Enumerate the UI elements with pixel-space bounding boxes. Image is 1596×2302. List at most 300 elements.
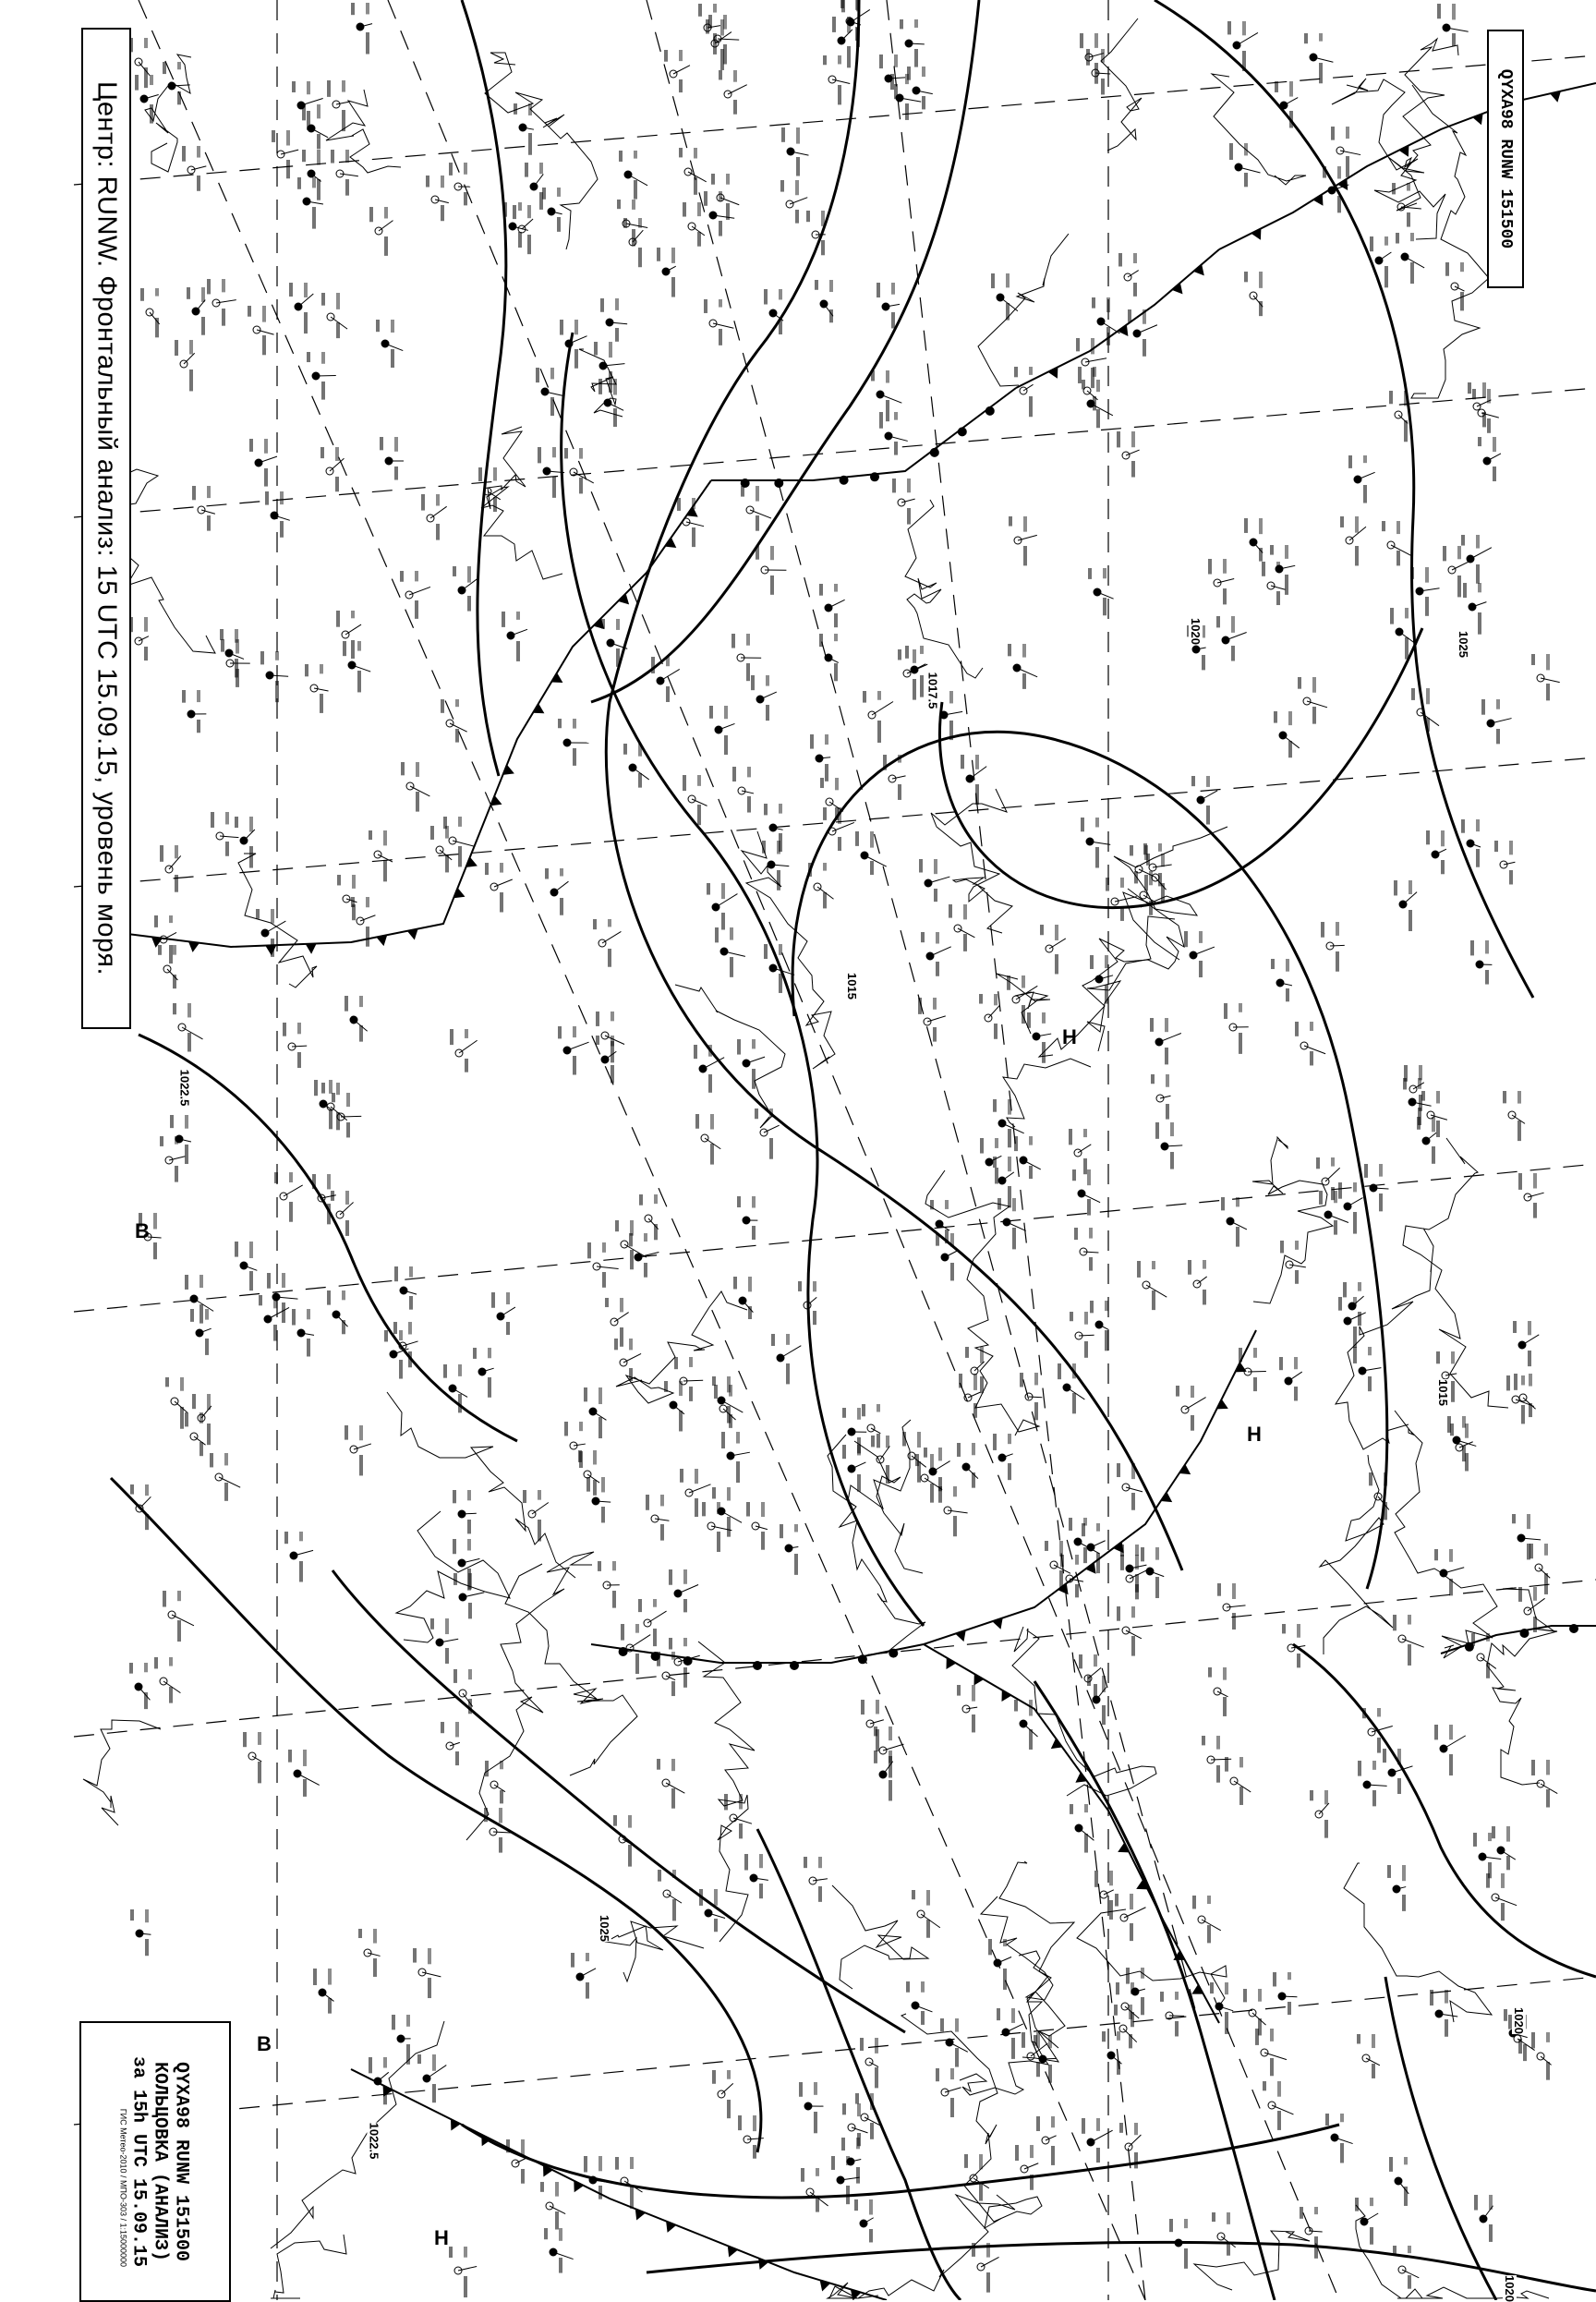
station-figures xyxy=(200,1412,203,1424)
station-figures xyxy=(1481,699,1485,715)
station-plot xyxy=(449,2247,477,2297)
station-plot xyxy=(842,1445,865,1492)
station-figures xyxy=(838,55,841,64)
station-figures xyxy=(759,1854,763,1868)
wind-barb xyxy=(721,1511,742,1522)
station-figures xyxy=(1022,644,1026,658)
station-figures xyxy=(345,996,348,1012)
station-figures xyxy=(1407,212,1410,227)
station-figures xyxy=(289,1202,293,1222)
station-figures xyxy=(297,1023,301,1034)
station-figures xyxy=(856,2138,860,2149)
station-plot xyxy=(369,2057,389,2104)
station-figures xyxy=(715,927,719,942)
station-plot xyxy=(288,1750,320,1797)
station-plot xyxy=(1450,1424,1473,1471)
station-figures xyxy=(819,584,823,596)
station-plot xyxy=(1383,1749,1412,1794)
coastline xyxy=(981,1896,1065,2048)
station-figures xyxy=(1239,1033,1242,1054)
station-figures xyxy=(1409,910,1412,931)
station-figures xyxy=(430,1618,434,1630)
station-plot xyxy=(473,1348,494,1398)
low-pressure-center: Н xyxy=(434,2226,449,2250)
station-figures xyxy=(145,1484,149,1496)
station-figures xyxy=(598,1561,601,1571)
wind-barb xyxy=(459,1040,478,1053)
station-plot xyxy=(284,1532,313,1581)
station-figures xyxy=(1191,1415,1194,1431)
station-figures xyxy=(780,1524,783,1538)
station-figures xyxy=(1298,677,1301,689)
station-figures xyxy=(1199,931,1203,943)
station-figures xyxy=(671,1681,675,1696)
station-plot xyxy=(327,1290,347,1334)
station-figures xyxy=(201,287,205,302)
station-figures xyxy=(173,975,176,988)
station-figures xyxy=(189,370,193,391)
station-figures xyxy=(973,1374,977,1390)
station-plot xyxy=(154,1657,180,1703)
isobar-line xyxy=(792,732,1387,1589)
station-figures xyxy=(441,176,444,188)
station-figures xyxy=(236,669,239,687)
station-figures xyxy=(552,447,556,457)
station-figures xyxy=(1449,1579,1453,1595)
station-plot xyxy=(1058,1363,1084,1413)
station-figures xyxy=(453,1490,456,1503)
station-figures xyxy=(769,1138,773,1159)
station-figures xyxy=(1387,1865,1391,1878)
station-figures xyxy=(1485,940,1489,953)
station-plot xyxy=(175,340,195,391)
coastline xyxy=(698,1642,755,1942)
station-plot xyxy=(185,1412,206,1456)
station-figures xyxy=(1242,51,1246,71)
station-figures xyxy=(1324,1820,1328,1838)
wind-barb xyxy=(1101,321,1119,333)
station-figures xyxy=(500,1761,503,1769)
wind-barb xyxy=(1237,32,1258,45)
station-plot xyxy=(587,1242,619,1288)
wind-barb xyxy=(297,1774,320,1785)
wind-barb xyxy=(1328,1215,1348,1222)
station-figures xyxy=(1114,2005,1118,2016)
station-figures xyxy=(1404,420,1408,442)
station-figures xyxy=(710,1144,714,1165)
station-figures xyxy=(611,1065,614,1083)
wind-barb xyxy=(1124,1908,1145,1918)
station-figures xyxy=(1340,2114,1344,2122)
station-figures xyxy=(907,479,911,492)
station-figures xyxy=(744,1854,748,1871)
station-figures xyxy=(165,1377,169,1387)
station-figures xyxy=(464,2247,467,2258)
station-figures xyxy=(1411,688,1415,700)
station-figures xyxy=(506,1322,510,1335)
station-figures xyxy=(635,1624,639,1633)
station-figures xyxy=(1131,1493,1135,1510)
station-figures xyxy=(584,1387,587,1401)
station-plot xyxy=(140,288,160,337)
station-figures xyxy=(1289,81,1293,97)
station-figures xyxy=(1286,988,1289,1001)
station-figures xyxy=(170,1115,174,1128)
station-figures xyxy=(1418,1078,1421,1089)
station-plot xyxy=(1518,1587,1545,1632)
station-plot xyxy=(1118,253,1139,297)
isobar-label: 1025 xyxy=(1457,631,1470,658)
station-plot xyxy=(1274,711,1300,757)
wind-barb xyxy=(1082,1193,1100,1203)
station-figures xyxy=(1244,143,1248,155)
station-figures xyxy=(1370,2227,1373,2245)
station-plot xyxy=(1531,654,1560,700)
station-figures xyxy=(417,2054,421,2064)
station-figures xyxy=(1258,1989,1262,2002)
station-figures xyxy=(578,1450,582,1462)
station-figures xyxy=(513,205,516,219)
coastline xyxy=(1101,18,1142,151)
station-figures xyxy=(614,1339,618,1350)
station-figures xyxy=(453,1669,457,1683)
station-figures xyxy=(455,1751,459,1765)
station-figures xyxy=(468,1603,472,1618)
station-figures xyxy=(870,2123,874,2139)
station-figures xyxy=(1531,654,1535,665)
station-figures xyxy=(346,1122,350,1137)
station-figures xyxy=(1434,1549,1438,1560)
station-figures xyxy=(1377,1738,1381,1753)
station-figures xyxy=(795,180,799,195)
station-figures xyxy=(1425,597,1429,616)
station-figures xyxy=(612,1591,616,1608)
station-figures xyxy=(825,764,828,781)
station-figures xyxy=(292,81,296,92)
station-figures xyxy=(1363,485,1367,503)
station-figures xyxy=(695,1498,698,1517)
station-figures xyxy=(657,248,660,261)
station-figures xyxy=(163,1591,166,1607)
station-figures xyxy=(559,2258,562,2273)
station-figures xyxy=(1410,567,1414,579)
station-figures xyxy=(140,288,144,301)
station-figures xyxy=(733,70,737,82)
station-figures xyxy=(1103,598,1106,615)
station-plot xyxy=(842,2103,868,2146)
station-plot xyxy=(1081,818,1110,867)
station-figures xyxy=(1337,196,1341,212)
station-figures xyxy=(1134,2123,1138,2135)
station-figures xyxy=(721,1432,725,1448)
station-figures xyxy=(1119,2123,1123,2133)
station-figures xyxy=(1042,1042,1046,1063)
station-figures xyxy=(491,1292,495,1308)
station-figures xyxy=(342,1290,345,1300)
station-figures xyxy=(1106,297,1110,312)
station-figures xyxy=(428,1948,431,1964)
station-figures xyxy=(1216,1736,1220,1750)
coastline xyxy=(485,53,598,249)
station-figures xyxy=(834,584,838,592)
station-plot xyxy=(1473,1833,1501,1878)
station-figures xyxy=(979,2184,983,2201)
station-figures xyxy=(804,1857,807,1868)
station-figures xyxy=(416,762,419,777)
station-figures xyxy=(564,448,568,458)
station-figures xyxy=(1518,1173,1522,1190)
station-figures xyxy=(584,2156,587,2172)
station-figures xyxy=(930,1484,934,1503)
station-figures xyxy=(432,2084,436,2102)
station-figures xyxy=(994,1024,998,1039)
station-figures xyxy=(458,846,462,866)
station-figures xyxy=(445,1618,449,1634)
station-figures xyxy=(552,477,556,498)
station-figures xyxy=(1457,576,1461,597)
station-figures xyxy=(1022,1005,1025,1024)
station-plot xyxy=(712,2070,733,2118)
station-figures xyxy=(221,639,224,652)
station-plot xyxy=(243,1732,261,1783)
station-plot xyxy=(657,1652,675,1696)
station-figures xyxy=(886,1436,889,1448)
station-figures xyxy=(1117,2061,1120,2075)
station-figures xyxy=(352,875,356,889)
station-figures xyxy=(847,17,851,33)
station-figures xyxy=(343,641,346,656)
station-figures xyxy=(838,837,841,851)
station-plot xyxy=(957,1443,978,1488)
station-figures xyxy=(835,778,839,790)
wind-barb xyxy=(259,456,277,463)
station-figures xyxy=(1514,1374,1517,1390)
station-figures xyxy=(464,192,467,205)
station-figures xyxy=(521,2169,525,2184)
station-figures xyxy=(1441,860,1445,874)
station-figures xyxy=(986,2272,990,2293)
station-plot xyxy=(1279,1357,1302,1400)
station-figures xyxy=(436,524,440,540)
isobar-line xyxy=(139,1035,517,1441)
station-figures xyxy=(770,576,774,595)
station-plot xyxy=(1298,677,1327,724)
station-figures xyxy=(777,870,780,891)
wind-barb xyxy=(928,877,949,883)
station-figures xyxy=(1384,1472,1387,1486)
station-plot xyxy=(957,1685,977,1732)
station-figures xyxy=(130,1909,134,1920)
station-figures xyxy=(598,1417,602,1438)
station-figures xyxy=(695,1114,699,1129)
station-figures xyxy=(1294,1387,1298,1400)
station-plot xyxy=(924,1448,950,1491)
front-semicircle xyxy=(889,1649,898,1658)
station-figures xyxy=(1410,262,1414,284)
station-figures xyxy=(150,75,153,85)
station-figures xyxy=(1011,2008,1015,2023)
station-figures xyxy=(689,1387,693,1401)
station-figures xyxy=(1294,1357,1298,1369)
station-figures xyxy=(177,62,181,69)
station-figures xyxy=(320,664,323,673)
wind-barb xyxy=(1364,2213,1378,2222)
station-plot xyxy=(401,762,429,812)
station-figures xyxy=(1451,1351,1455,1363)
wind-barb xyxy=(182,1027,203,1039)
station-figures xyxy=(801,2168,804,2182)
station-figures xyxy=(163,62,166,74)
station-figures xyxy=(1445,2019,1448,2037)
station-figures xyxy=(272,130,275,142)
station-figures xyxy=(267,1273,271,1289)
wind-barb xyxy=(1444,1568,1464,1573)
station-figures xyxy=(854,2199,858,2211)
front-semicircle xyxy=(930,448,939,457)
station-figures xyxy=(886,1465,889,1484)
station-figures xyxy=(366,3,369,14)
station-figures xyxy=(1353,1347,1357,1363)
station-figures xyxy=(210,1453,213,1467)
station-figures xyxy=(1546,1789,1550,1808)
station-plots xyxy=(129,0,1560,2297)
station-plot xyxy=(248,306,274,355)
station-figures xyxy=(1191,776,1195,786)
station-figures xyxy=(1478,612,1481,635)
station-figures xyxy=(842,1445,846,1459)
station-figures xyxy=(1488,1833,1492,1841)
station-figures xyxy=(189,340,193,355)
station-plot xyxy=(949,904,974,951)
wind-barb xyxy=(1330,945,1345,946)
coastline xyxy=(1039,889,1184,1057)
station-figures xyxy=(550,368,554,379)
station-figures xyxy=(608,919,611,927)
station-figures xyxy=(473,1348,477,1359)
station-figures xyxy=(1408,2275,1411,2289)
station-figures xyxy=(527,205,531,218)
station-figures xyxy=(926,1890,930,1906)
station-plot xyxy=(741,486,771,531)
station-figures xyxy=(312,1174,316,1189)
station-figures xyxy=(1090,1301,1094,1313)
station-figures xyxy=(1003,1939,1007,1946)
wind-barb xyxy=(828,600,845,608)
station-figures xyxy=(1546,1760,1550,1775)
wind-barb xyxy=(813,1879,828,1881)
station-figures xyxy=(638,773,642,788)
isobar-line xyxy=(1034,1681,1275,2300)
station-plot xyxy=(1394,880,1417,931)
station-figures xyxy=(182,690,186,703)
station-figures xyxy=(612,1561,616,1570)
station-figures xyxy=(1202,1736,1205,1745)
station-plot xyxy=(1387,1865,1406,1911)
station-plot xyxy=(1080,33,1104,84)
station-figures xyxy=(327,80,331,97)
station-figures xyxy=(959,1374,962,1387)
station-figures xyxy=(182,146,186,162)
station-plot xyxy=(1072,1169,1100,1216)
station-plot xyxy=(715,927,745,977)
station-figures xyxy=(1232,1613,1236,1630)
station-figures xyxy=(736,1461,740,1483)
station-figures xyxy=(1404,391,1408,406)
station-figures xyxy=(738,2115,742,2130)
map-title: Центр: RUNW. Фронтальный анализ: 15 UTC 15.09.15, уровень моря. xyxy=(91,81,122,975)
station-figures xyxy=(759,1884,763,1898)
station-figures xyxy=(671,248,675,263)
station-figures xyxy=(694,148,697,158)
station-figures xyxy=(834,663,838,681)
station-figures xyxy=(739,1823,743,1838)
station-plot xyxy=(453,1669,473,1714)
station-figures xyxy=(917,1432,921,1448)
station-figures xyxy=(337,875,341,885)
station-figures xyxy=(1225,1982,1228,1994)
station-plot xyxy=(1255,2029,1287,2076)
station-figures xyxy=(145,1939,149,1956)
wind-barb xyxy=(1201,791,1217,800)
station-figures xyxy=(955,2018,959,2032)
station-figures xyxy=(930,1454,934,1471)
station-figures xyxy=(936,1233,939,1246)
station-figures xyxy=(816,2168,819,2176)
station-figures xyxy=(1151,1074,1155,1084)
station-plot xyxy=(130,1484,151,1530)
station-figures xyxy=(1029,1166,1033,1179)
station-figures xyxy=(1208,559,1212,575)
station-figures xyxy=(920,675,924,697)
wind-barb xyxy=(747,2138,764,2139)
station-figures xyxy=(1094,1654,1097,1666)
station-plot xyxy=(819,634,839,681)
station-figures xyxy=(724,735,728,755)
station-plot xyxy=(1389,2157,1409,2206)
station-figures xyxy=(1089,1257,1093,1271)
station-plot xyxy=(586,1477,611,1522)
station-figures xyxy=(177,1591,181,1601)
station-figures xyxy=(820,778,824,788)
station-figures xyxy=(445,826,449,839)
station-plot xyxy=(991,273,1018,321)
station-figures xyxy=(579,478,583,493)
station-figures xyxy=(1353,1327,1357,1348)
station-figures xyxy=(445,1648,449,1664)
station-figures xyxy=(1389,2157,1393,2172)
station-figures xyxy=(467,1539,471,1550)
station-figures xyxy=(1216,1765,1220,1783)
front-semicircle xyxy=(753,1661,762,1670)
grid-line xyxy=(74,1977,1596,2125)
station-figures xyxy=(320,694,323,713)
station-figures xyxy=(1533,1587,1537,1601)
station-figures xyxy=(669,1569,672,1585)
station-figures xyxy=(538,447,541,463)
station-figures xyxy=(197,690,200,702)
station-figures xyxy=(823,807,827,820)
station-plot xyxy=(564,448,594,493)
station-figures xyxy=(1023,546,1027,565)
station-figures xyxy=(177,91,181,104)
station-figures xyxy=(558,719,562,728)
station-figures xyxy=(1150,1018,1154,1032)
station-figures xyxy=(891,283,895,295)
station-figures xyxy=(1055,925,1058,940)
station-figures xyxy=(187,287,190,299)
station-figures xyxy=(1460,292,1464,310)
station-figures xyxy=(297,177,301,189)
